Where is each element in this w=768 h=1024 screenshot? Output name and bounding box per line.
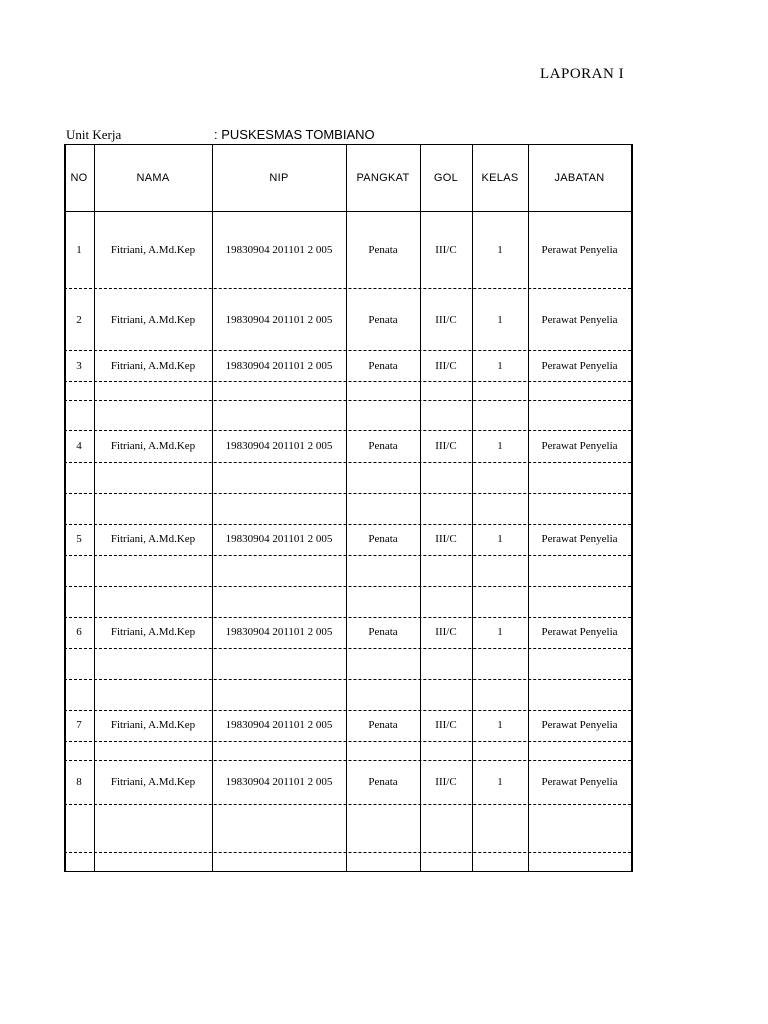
row-divider <box>64 760 631 761</box>
cell-jabatan: Perawat Penyelia <box>541 440 618 452</box>
cell-no: 2 <box>76 314 82 326</box>
cell-nip: 19830904 201101 2 005 <box>225 440 333 452</box>
cell-jabatan: Perawat Penyelia <box>541 244 618 256</box>
header-pangkat: PANGKAT <box>356 171 410 184</box>
cell-no: 4 <box>76 440 82 452</box>
report-title: LAPORAN I <box>540 66 625 82</box>
column-border <box>631 144 633 872</box>
cell-gol: III/C <box>435 360 457 372</box>
cell-nama: Fitriani, A.Md.Kep <box>110 533 196 545</box>
cell-pangkat: Penata <box>368 314 398 326</box>
row-divider <box>64 524 631 525</box>
cell-jabatan: Perawat Penyelia <box>541 719 618 731</box>
cell-nama: Fitriani, A.Md.Kep <box>110 719 196 731</box>
cell-jabatan: Perawat Penyelia <box>541 360 618 372</box>
cell-no: 5 <box>76 533 82 545</box>
cell-kelas: 1 <box>497 314 503 326</box>
unit-kerja-label: Unit Kerja <box>66 127 122 142</box>
cell-nip: 19830904 201101 2 005 <box>225 719 333 731</box>
header-gol: GOL <box>433 171 459 184</box>
row-divider <box>64 679 631 680</box>
row-divider <box>64 804 631 805</box>
table-rule <box>64 871 631 872</box>
row-divider <box>64 852 631 853</box>
cell-nama: Fitriani, A.Md.Kep <box>110 314 196 326</box>
row-divider <box>64 288 631 289</box>
cell-nama: Fitriani, A.Md.Kep <box>110 360 196 372</box>
cell-kelas: 1 <box>497 719 503 731</box>
cell-kelas: 1 <box>497 440 503 452</box>
cell-pangkat: Penata <box>368 360 398 372</box>
cell-jabatan: Perawat Penyelia <box>541 626 618 638</box>
cell-nama: Fitriani, A.Md.Kep <box>110 626 196 638</box>
cell-kelas: 1 <box>497 533 503 545</box>
cell-gol: III/C <box>435 626 457 638</box>
cell-jabatan: Perawat Penyelia <box>541 776 618 788</box>
cell-nama: Fitriani, A.Md.Kep <box>110 244 196 256</box>
row-divider <box>64 350 631 351</box>
cell-nip: 19830904 201101 2 005 <box>225 533 333 545</box>
row-divider <box>64 462 631 463</box>
unit-kerja-value: : PUSKESMAS TOMBIANO <box>214 127 375 142</box>
cell-pangkat: Penata <box>368 533 398 545</box>
cell-no: 3 <box>76 360 82 372</box>
cell-pangkat: Penata <box>368 440 398 452</box>
cell-gol: III/C <box>435 776 457 788</box>
header-nip: NIP <box>269 171 289 184</box>
cell-kelas: 1 <box>497 626 503 638</box>
table-rule <box>64 211 631 212</box>
header-nama: NAMA <box>136 171 170 184</box>
cell-no: 6 <box>76 626 82 638</box>
header-jabatan: JABATAN <box>554 171 605 184</box>
cell-gol: III/C <box>435 719 457 731</box>
row-divider <box>64 555 631 556</box>
row-divider <box>64 648 631 649</box>
header-kelas: KELAS <box>481 171 519 184</box>
cell-nip: 19830904 201101 2 005 <box>225 626 333 638</box>
cell-pangkat: Penata <box>368 244 398 256</box>
cell-gol: III/C <box>435 440 457 452</box>
cell-gol: III/C <box>435 314 457 326</box>
header-no: NO <box>70 171 88 184</box>
cell-gol: III/C <box>435 244 457 256</box>
row-divider <box>64 381 631 382</box>
cell-jabatan: Perawat Penyelia <box>541 314 618 326</box>
cell-nip: 19830904 201101 2 005 <box>225 244 333 256</box>
cell-nip: 19830904 201101 2 005 <box>225 314 333 326</box>
cell-no: 1 <box>76 244 82 256</box>
cell-no: 7 <box>76 719 82 731</box>
row-divider <box>64 586 631 587</box>
cell-no: 8 <box>76 776 82 788</box>
cell-kelas: 1 <box>497 776 503 788</box>
cell-nama: Fitriani, A.Md.Kep <box>110 440 196 452</box>
cell-kelas: 1 <box>497 360 503 372</box>
row-divider <box>64 400 631 401</box>
row-divider <box>64 617 631 618</box>
row-divider <box>64 741 631 742</box>
cell-nip: 19830904 201101 2 005 <box>225 360 333 372</box>
cell-jabatan: Perawat Penyelia <box>541 533 618 545</box>
cell-gol: III/C <box>435 533 457 545</box>
cell-pangkat: Penata <box>368 626 398 638</box>
cell-pangkat: Penata <box>368 776 398 788</box>
cell-pangkat: Penata <box>368 719 398 731</box>
cell-kelas: 1 <box>497 244 503 256</box>
row-divider <box>64 493 631 494</box>
cell-nip: 19830904 201101 2 005 <box>225 776 333 788</box>
row-divider <box>64 710 631 711</box>
cell-nama: Fitriani, A.Md.Kep <box>110 776 196 788</box>
row-divider <box>64 430 631 431</box>
